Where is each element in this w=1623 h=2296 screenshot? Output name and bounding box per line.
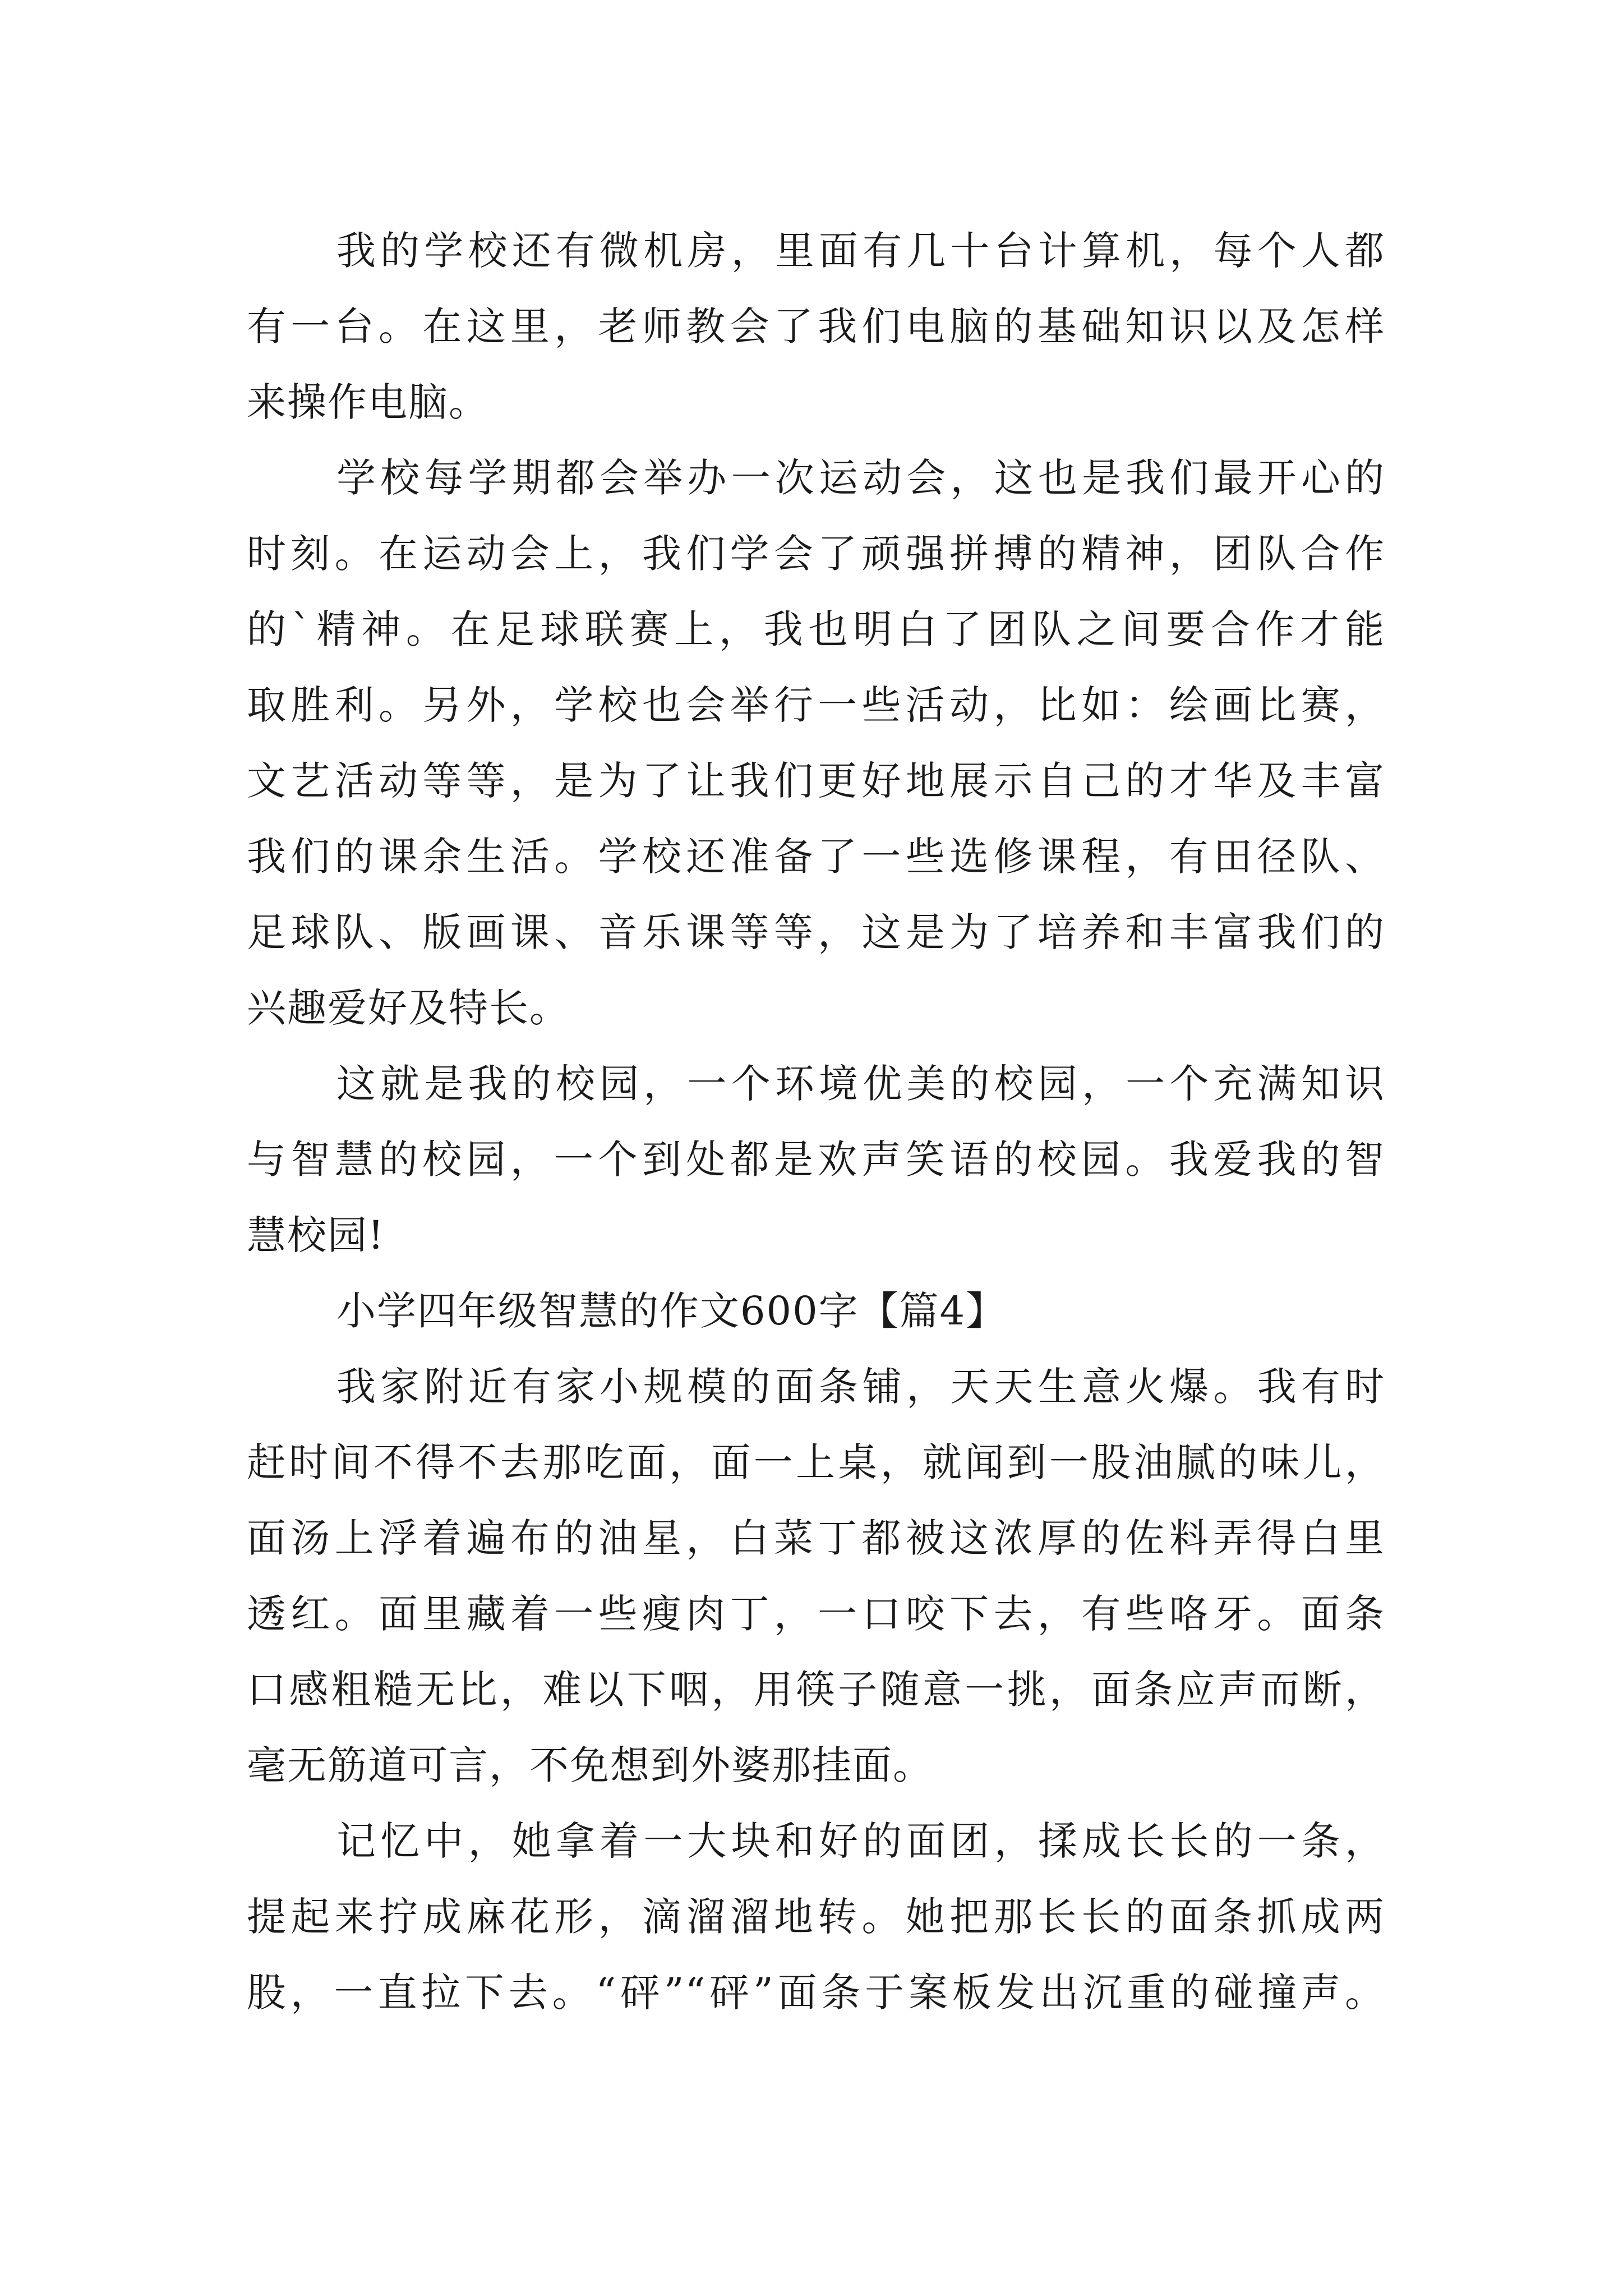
text-line: 慧校园! xyxy=(247,1212,385,1258)
text-line: 来操作电脑。 xyxy=(247,379,489,425)
text-line: 兴趣爱好及特长。 xyxy=(247,985,570,1031)
text-line: 学校每学期都会举办一次运动会，这也是我们最开心的 xyxy=(336,455,1385,501)
text-line: 我家附近有家小规模的面条铺，天天生意火爆。我有时 xyxy=(336,1364,1385,1410)
text-line: 时刻。在运动会上，我们学会了顽强拼搏的精神，团队合作 xyxy=(247,531,1385,577)
text-line: 赶时间不得不去那吃面，面一上桌，就闻到一股油腻的味儿， xyxy=(247,1439,1385,1485)
text-line: 小学四年级智慧的作文600字【篇4】 xyxy=(336,1288,1007,1334)
text-line: 文艺活动等等，是为了让我们更好地展示自己的才华及丰富 xyxy=(247,758,1385,804)
text-line: 我们的课余生活。学校还准备了一些选修课程，有田径队、 xyxy=(247,834,1385,880)
text-line: 毫无筋道可言，不免想到外婆那挂面。 xyxy=(247,1742,933,1788)
text-line: 口感粗糙无比，难以下咽，用筷子随意一挑，面条应声而断， xyxy=(247,1667,1385,1713)
text-line: 提起来拧成麻花形，滴溜溜地转。她把那长长的面条抓成两 xyxy=(247,1894,1385,1940)
text-line: 足球队、版画课、音乐课等等，这是为了培养和丰富我们的 xyxy=(247,909,1385,955)
text-line: 有一台。在这里，老师教会了我们电脑的基础知识以及怎样 xyxy=(247,303,1385,349)
text-line: 取胜利。另外，学校也会举行一些活动，比如：绘画比赛， xyxy=(247,682,1385,728)
text-line: 我的学校还有微机房，里面有几十台计算机，每个人都 xyxy=(336,228,1385,274)
text-line: 的`精神。在足球联赛上，我也明白了团队之间要合作才能 xyxy=(247,606,1385,652)
document-body xyxy=(247,213,1385,2031)
text-line: 透红。面里藏着一些瘦肉丁，一口咬下去，有些咯牙。面条 xyxy=(247,1591,1385,1637)
text-line: 记忆中，她拿着一大块和好的面团，揉成长长的一条， xyxy=(336,1818,1385,1864)
text-line: 股，一直拉下去。“砰”“砰”面条于案板发出沉重的碰撞声。 xyxy=(247,1970,1385,2016)
text-line: 与智慧的校园，一个到处都是欢声笑语的校园。我爱我的智 xyxy=(247,1137,1385,1182)
text-line: 这就是我的校园，一个环境优美的校园，一个充满知识 xyxy=(336,1061,1385,1107)
text-line: 面汤上浮着遍布的油星，白菜丁都被这浓厚的佐料弄得白里 xyxy=(247,1515,1385,1561)
